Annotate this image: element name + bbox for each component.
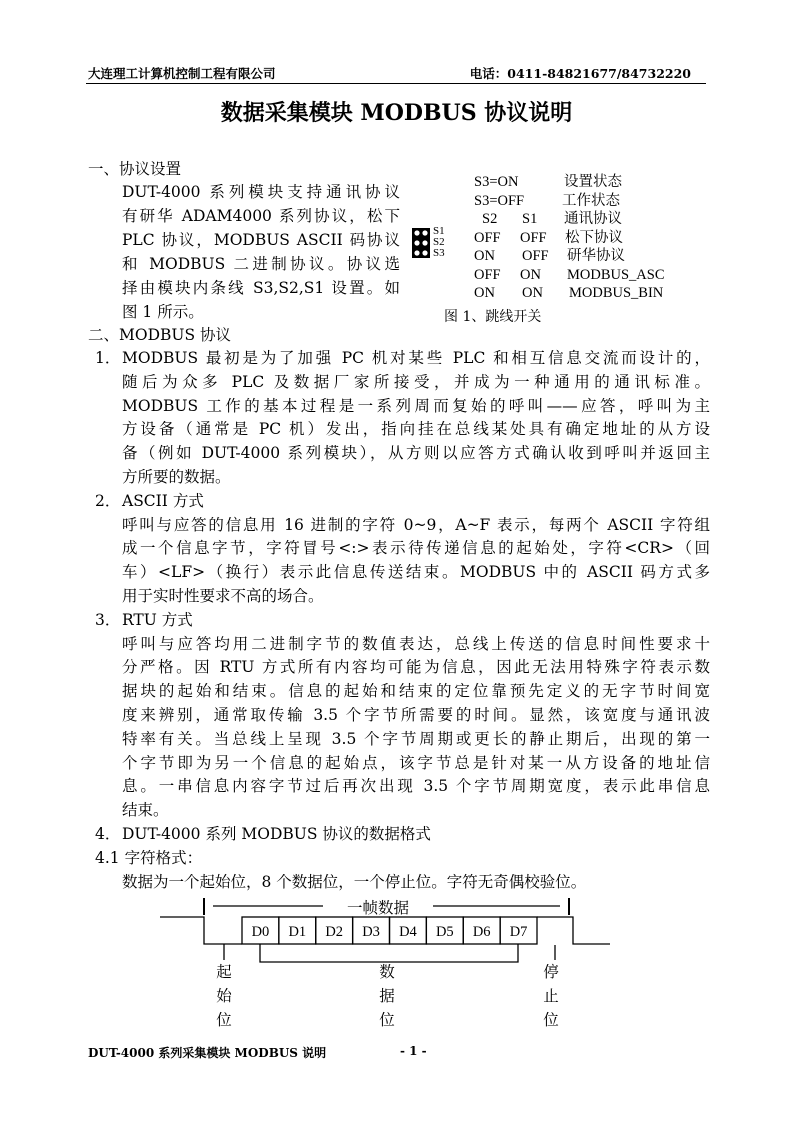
data-bit-label: D4 — [399, 924, 417, 940]
cell: S2 — [482, 211, 498, 227]
text-line: MODBUS 最初是为了加强 PC 机对某些 PLC 和相互信息交流而设计的， — [122, 349, 710, 367]
start-label-char: 位 — [216, 1012, 232, 1029]
data-bit-label: D6 — [472, 924, 491, 940]
text-line: 图 1 所示。 — [122, 303, 204, 321]
item-3 — [95, 609, 710, 823]
signal-line-start — [160, 917, 242, 944]
section2-items — [95, 347, 710, 894]
item-heading: DUT-4000 系列 MODBUS 协议的数据格式 — [122, 824, 431, 843]
text-line: 特率有关。当总线上呈现 3.5 个字节周期或更长的静止期后，出现的第一 — [122, 729, 710, 748]
cell: ON — [520, 266, 541, 283]
text-line: 备（例如 DUT-4000 系列模块），从方则以应答方式确认收到呼叫并返回主 — [122, 444, 710, 463]
jumper-label: S3 — [433, 247, 445, 259]
cell: ON — [522, 285, 543, 301]
data-label-char: 位 — [379, 1012, 395, 1029]
data-bit-label: D0 — [251, 924, 270, 940]
frame-label: 一帧数据 — [346, 900, 410, 917]
item-1 — [95, 347, 710, 490]
cell: OFF — [474, 266, 501, 283]
text-line: 息。一串信息内容字节过后再次出现 3.5 个字节周期宽度，表示此串信息 — [122, 777, 710, 796]
data-bit-label: D3 — [362, 924, 380, 940]
cell: 设置状态 — [564, 174, 622, 190]
cell: 通讯协议 — [564, 211, 622, 227]
figure-caption: 图 1、跳线开关 — [444, 309, 542, 325]
cell: OFF — [522, 248, 549, 264]
item-number: 2． — [95, 491, 121, 510]
start-label-char: 起 — [216, 964, 232, 981]
jumper-table — [474, 173, 665, 303]
data-label-char: 数 — [379, 964, 395, 981]
cell: S3=ON — [474, 174, 519, 190]
text-line: 有研华 ADAM4000 系列协议，松下 — [122, 207, 400, 225]
footer-title: DUT-4000 系列采集模块 MODBUS 说明 — [88, 1046, 327, 1060]
text-line: 车）<LF>（换行）表示此信息传送结束。MODBUS 中的 ASCII 码方式多 — [122, 563, 710, 582]
cell: ON — [474, 285, 495, 301]
item-number: 4． — [95, 824, 121, 843]
text-line: 和 MODBUS 二进制协议。协议选 — [122, 255, 400, 273]
cell: MODBUS_BIN — [569, 285, 664, 301]
item-4 — [95, 823, 710, 847]
text-line: 个字节即为另一个信息的起始点，该字节总是针对某一从方设备的地址信 — [122, 753, 710, 772]
data-bit-label: D1 — [288, 924, 307, 940]
page-title: 数据采集模块 MODBUS 协议说明 — [220, 100, 573, 126]
header-phone: 电话：0411-84821677/84732220 — [469, 66, 691, 81]
text-line: MODBUS 工作的基本过程是一系列周而复始的呼叫——应答，呼叫为主 — [122, 396, 710, 415]
stop-label-char: 位 — [543, 1012, 559, 1029]
jumper-labels — [433, 226, 445, 259]
stop-label-char: 止 — [543, 988, 559, 1005]
text-line: 择由模块内条线 S3,S2,S1 设置。如 — [122, 279, 400, 297]
data-bit-label: D7 — [509, 924, 528, 940]
item-heading: RTU 方式 — [122, 610, 193, 629]
text-line: 方设备（通常是 PC 机）发出，指向挂在总线某处具有确定地址的从方设 — [122, 420, 710, 439]
text-line: 分严格。因 RTU 方式所有内容均可能为信息，因此无法用特殊字符表示数 — [122, 658, 710, 677]
item-heading: 字符格式： — [124, 848, 203, 867]
data-bits-bracket — [260, 944, 518, 962]
jumper-label: S2 — [433, 236, 445, 248]
header-company: 大连理工计算机控制工程有限公司 — [88, 66, 276, 81]
item-2 — [95, 490, 710, 609]
text-line: 数据为一个起始位，8 个数据位，一个停止位。字符无奇偶校验位。 — [122, 872, 587, 891]
cell: 研华协议 — [567, 248, 625, 264]
section1-paragraph — [122, 180, 400, 324]
data-bit-label: D2 — [325, 924, 344, 940]
text-line: 成一个信息字节，字符冒号<:>表示待传递信息的起始处，字符<CR>（回 — [122, 539, 710, 558]
text-line: 随后为众多 PLC 及数据厂家所接受，并成为一种通用的通讯标准。 — [122, 372, 710, 391]
jumper-icon — [412, 228, 430, 262]
signal-line-stop — [537, 917, 610, 944]
section1-heading: 一、协议设置 — [88, 160, 182, 178]
cell: OFF — [474, 229, 501, 246]
text-line: 度来辨别，通常取传输 3.5 个字节所需要的时间。显然，该宽度与通讯波 — [122, 705, 710, 724]
frame-timing-diagram — [0, 880, 793, 1040]
data-label-char: 据 — [379, 988, 395, 1005]
text-line: 用于实时性要求不高的场合。 — [122, 586, 324, 605]
cell: S1 — [522, 211, 538, 227]
text-line: 方所要的数据。 — [122, 467, 231, 486]
text-line: 据块的起始和结束。信息的起始和结束的定位靠预先定义的无字节时间宽 — [122, 682, 710, 701]
cell: ON — [474, 248, 495, 264]
header-divider — [86, 83, 706, 84]
cell: S3=OFF — [474, 192, 525, 209]
data-bit-label: D5 — [435, 924, 454, 940]
cell: MODBUS_ASC — [567, 266, 665, 283]
cell: OFF — [520, 229, 547, 246]
item-heading: ASCII 方式 — [122, 491, 204, 510]
section2-heading: 二、MODBUS 协议 — [88, 326, 232, 344]
cell: 松下协议 — [565, 229, 623, 246]
item-number: 4.1 — [95, 848, 120, 867]
text-line: 结束。 — [122, 801, 169, 820]
stop-label-char: 停 — [543, 964, 559, 981]
start-label-char: 始 — [216, 988, 232, 1005]
cell: 工作状态 — [562, 192, 620, 209]
text-line: DUT-4000 系列模块支持通讯协议 — [122, 183, 400, 201]
jumper-label: S1 — [433, 225, 445, 237]
item-number: 1． — [95, 349, 121, 367]
item-number: 3． — [95, 610, 121, 629]
page-number: - 1 - — [400, 1044, 427, 1058]
text-line: PLC 协议，MODBUS ASCII 码协议 — [122, 231, 400, 249]
text-line: 呼叫与应答均用二进制字节的数值表达，总线上传送的信息时间性要求十 — [122, 634, 710, 653]
text-line: 呼叫与应答的信息用 16 进制的字符 0~9，A~F 表示，每两个 ASCII 字符组 — [122, 515, 710, 534]
